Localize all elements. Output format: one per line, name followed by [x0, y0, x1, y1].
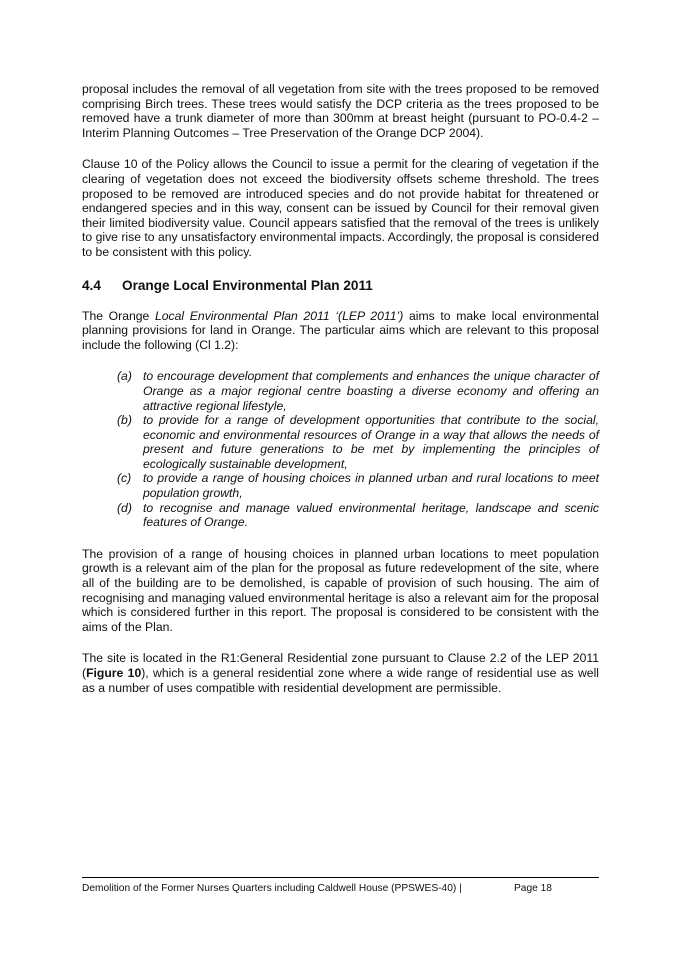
section-title: Orange Local Environmental Plan 2011 — [122, 277, 373, 293]
list-marker: (d) — [117, 500, 132, 515]
list-marker: (b) — [117, 413, 132, 428]
list-item-text: to provide a range of housing choices in planned urban and rural locations to meet population growth, — [143, 471, 599, 501]
footer-title: Demolition of the Former Nurses Quarters including Caldwell House (PPSWES-40) | — [82, 883, 462, 894]
section-number: 4.4 — [82, 277, 101, 293]
list-item — [117, 471, 599, 500]
paragraph-lep-intro — [82, 309, 599, 353]
paragraph-vegetation-removal: proposal includes the removal of all vegetation from site with the trees proposed to be removed comprising Birch trees. These trees would satisfy the DCP criteria as the trees proposed to be removed have a trunk diameter of more than 300mm at breast height (pursuant to PO-0.4-2 – Interim Planning Outcomes – Tree Preservation of the Orange DCP 2004). — [82, 82, 599, 140]
document-page — [82, 82, 599, 712]
intro-text-cont: aims to make local environmental planning provisions for land in Orange. The particular aims which are relevant to this proposal include the following (Cl 1.2): — [82, 308, 599, 352]
list-marker: (a) — [117, 369, 132, 384]
intro-plan-name: Local Environmental Plan 2011 ‘(LEP 2011’) — [155, 308, 404, 323]
aims-list — [82, 369, 599, 530]
page-number: Page 18 — [514, 883, 552, 894]
paragraph-housing-choices: The provision of a range of housing choices in planned urban locations to meet population growth is a relevant aim of the plan for the proposal as future redevelopment of the site, where all of the building are to be demolished, is capable of provision of such housing. The aim of recognising and managing valued environmental heritage is also a relevant aim for the proposal which is considered further in this report. The proposal is considered to be consistent with the aims of the Plan. — [82, 546, 599, 634]
paragraph-zoning — [82, 651, 599, 695]
intro-text: The Orange — [82, 308, 155, 323]
list-item-text: to provide for a range of development opportunities that contribute to the social, economic and environmental resources of Orange in a way that allows the needs of present and future generations to be met by implementing the principles of ecologically sustainable development, — [143, 413, 599, 471]
list-item-text: to encourage development that complements and enhances the unique character of Orange as a major regional centre boasting a diverse economy and offering an attractive regional lifestyle, — [143, 369, 599, 413]
zoning-text-cont: ), which is a general residential zone where a wide range of residential use as well as a number of uses compatible with residential development are permissible. — [82, 666, 599, 695]
paragraph-clause-10: Clause 10 of the Policy allows the Council to issue a permit for the clearing of vegetation if the clearing of vegetation does not exceed the biodiversity offsets scheme threshold. The trees proposed to be removed are introduced species and do not provide habitat for threatened or endangered species and in this way, consent can be issued by Council for their removal given their limited biodiversity value. Council appears satisfied that the removal of the trees is unlikely to give rise to any unsatisfactory environmental impacts. Accordingly, the proposal is considered to be consistent with this policy. — [82, 157, 599, 259]
section-heading — [82, 277, 599, 294]
zoning-text: The site is located in the R1:General Residential zone pursuant to Clause 2.2 of the LEP 2011 ( — [82, 651, 599, 680]
list-marker: (c) — [117, 471, 132, 486]
page-footer — [82, 877, 599, 895]
figure-reference: Figure 10 — [86, 666, 142, 680]
list-item-text: to recognise and manage valued environmental heritage, landscape and scenic features of Orange. — [143, 500, 599, 530]
list-item — [117, 369, 599, 413]
list-item — [117, 413, 599, 471]
list-item — [117, 501, 599, 530]
